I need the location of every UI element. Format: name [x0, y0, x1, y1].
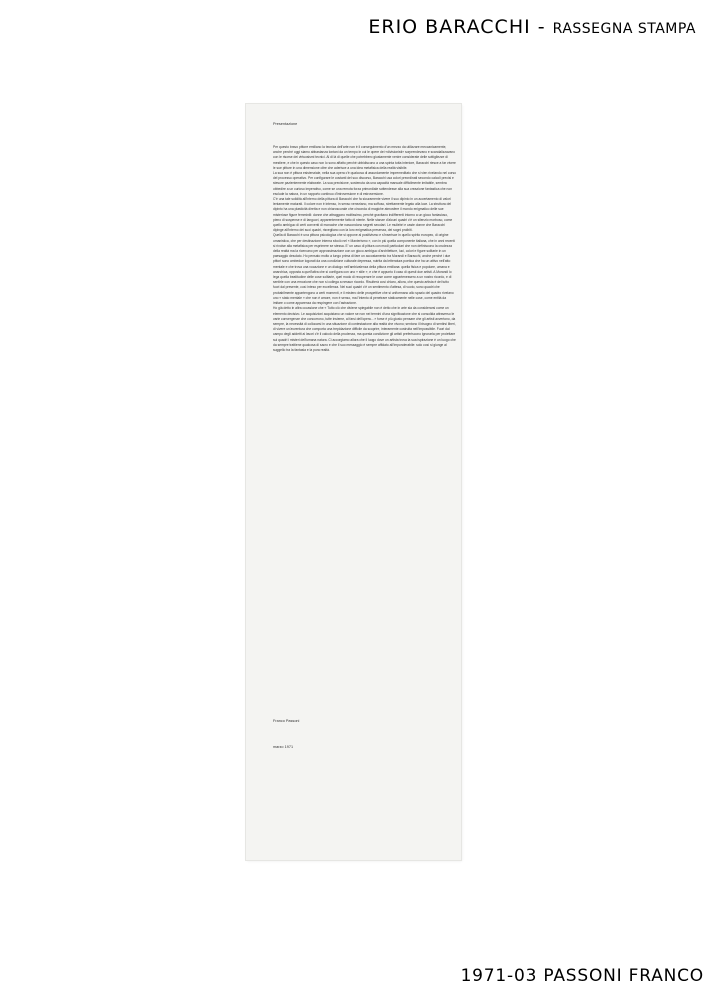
page-footer-reference: 1971-03 PASSONI FRANCO: [460, 966, 704, 986]
document-author: Franco Passoni: [273, 719, 300, 723]
scanned-document: [246, 104, 461, 860]
document-body: Per questo bravo pittore emiliano la tecnica dell'arte non è il conseguimento d'un mezzo da utilizzare meccanicamente, anche perché oggi siamo abbastanza lontani da un tempo in cui le opere dei «divisionisti» sorprendevano e scandalizzavano con le risorse dei virtuosismi tecnici. Al di là di quelle che potrebbero giustamente venire considerate delle sottigliezze di mestiere, e che in questo caso non lo sono affatto perché ubbidiscono a una spinta tutta interiore, Baracchi riesce a far vivere le sue pitture in una dimensione oltre che aderisce a una idea metafisica della realtà visibile. La sua non è pittura esistenziale, nella sua opera c'è qualcosa di assurdamente impremeditato che si vien rivelando nel corso del processo operativo. Per configurare le costanti del suo discorso, Baracchi usa colori preordinati secondo calcoli precisi e stesure pazientemente elaborate. La sua precisione, sostenuta da una capacità manuale difficilmente imitabile, sembra obbedire a un curioso imperativo, come se una remota forza primordiale sottendesse alla sua creazione fantastica che non esclude la natura, in un rapporto continuo d'introversione e di estroversione. C'è una tale solidità all'interno della pittura di Baracchi che fa sicuramente vivere il suo dipinto in un accertamento di valori lentamente maturati. Il colore non è intenso, in senso veneziano, ma soffuso, strettamente legato alla luce. La struttura del dipinto ha una plasticità diretta e non chiaroscurale che circonda di magiche atmosfere il mondo enigmatico delle sue misteriose figure femminili: donne che attraggono moltissimo, perché gravitano indifferenti intorno a un gioco fantasioso, pieno di suspense e di languori, apparentemente fatto di niente. Nelle stanze d'alcuni quadri c'è un silenzio morboso, come quello ambiguo di certi conventi di monache che nascondono segreti secolari. Le muliebri e caste donne che Baracchi dipinge all'interno dei suoi quadri, risvegliano con la loro enigmatica presenza, dei sogni proibiti. Quella di Baracchi è una pittura psicologica che si oppone al positivismo e s'inserisce in quello spirito europeo, di origine umanistica, che per destinazione interna sfociò nel « Manierismo », con in più quella componente italiana, che in anni recenti si rivolse alla metafisica per esprimere se stessa. E' un caso di pittura con modi particolari che non definiscono la crudezza della realtà ma la ricercano per approssimazione con un gioco ambiguo d'architetture, luci, colori e figure solitarie in un paesaggio desolato. Ho pensato molto a lungo prima di fare un accostamento tra Morandi e Baracchi, anche perché i due pittori sono ambedue logorati da una condizione culturale depressa, nutrita da letteratura poetica che ha un attivo nell'atto mentale e che trova una vocazione e un dialogo nell'ambivalenza della pittura emiliana: quella fisica e popolare, umana e anarchica, opposta a quell'altra che si configura con uno « stile », e che è appunto il caso di questi due artisti. A Morandi lo lega quella beatitudine delle cose solitarie, quel modo di recuperare le cose come appartenessero a un nostro ricordo, e di sentirle con una emozione che non si collega a nessun ricordo. Risulterà così chiaro, allora, che questo artista è del tutto fuori dal presente, così inteso per eccellenza. Nei suoi quadri c'è un sentimento d'attesa, di vuoto, sono quadri che probabilmente appartengono a certi momenti, e il mistero delle prospettive che si uniformano allo spazio del quadro rivelano uno « stato mentale » che non è amore, non è senso, ma l'intento di penetrare staticamente nelle cose, come entità da imitare o come apparenza da respingere con l'astrazione. Ho già detto in altra occasione che « Tutto ciò che diviene spiegabile non è detto che in arte sia da considerarsi come un elemento decisivo. Le acquisizioni acquistano un valore se non nei termini d'una significazione che si consolida attraverso le varie convergenze che concorrono, tutte insieme, al farsi dell'opera... » forse è più giusto pensare che gli artisti avvertono, da sempre, la necessità di collocarsi in una situazione di contestazione alla realtà che vivono; sentono il bisogno di sentirsi liberi, di vivere un'avventura che comporta una trepidazione difficile da scoprire, interamente costruita nell'impossibile. Fuori dal campo degli addetti ai lavori c'è il calcolo della prudenza, ma questa condizione gli artisti preferiscono ignorarla per proiettare sui quadri i misteri dell'umana natura. Ci accorgiamo allora che il luogo dove un artista trova la sua ispirazione è un luogo che da sempre trattiene qualcosa di sacro e che il suo messaggio è sempre affidato all'imponderabile: solo così si giunge al suggello tra la fantasia e la pura realtà.: [273, 145, 456, 352]
document-title: Presentazione: [273, 122, 298, 126]
document-content: [273, 121, 456, 749]
page-header: [368, 16, 696, 38]
document-date: marzo 1971: [273, 745, 294, 749]
header-subtitle: RASSEGNA STAMPA: [552, 21, 696, 37]
header-artist-name: ERIO BARACCHI -: [368, 16, 553, 38]
